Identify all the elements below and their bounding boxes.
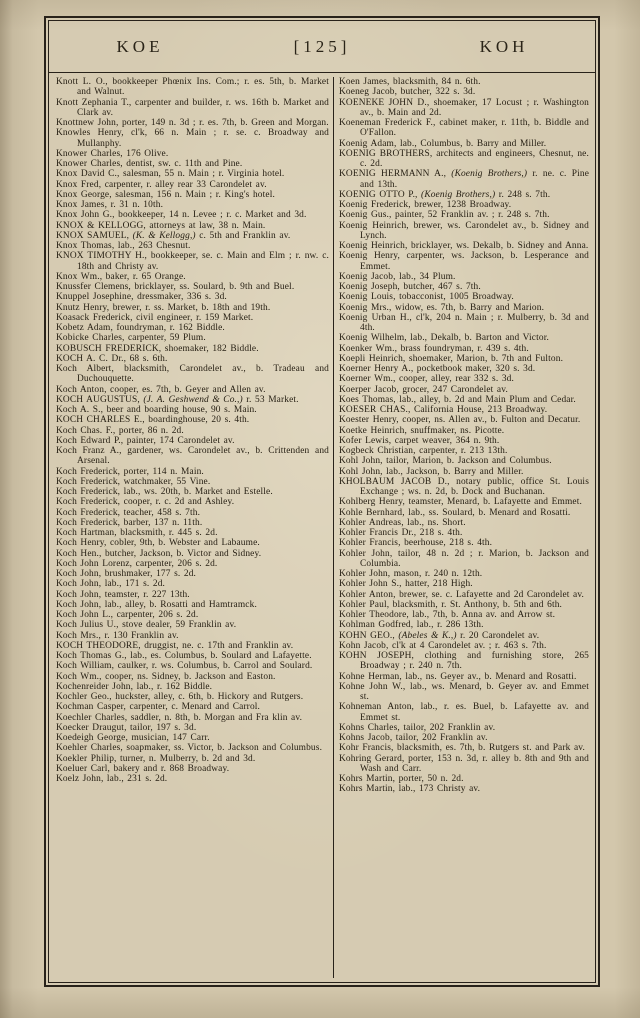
directory-entry: Knox George, salesman, 156 n. Main ; r. King's hotel.: [56, 189, 275, 200]
directory-entry: Koch Edward P., painter, 174 Carondelet av.: [56, 435, 235, 446]
directory-entry: Koehler Charles, soapmaker, ss. Victor, b. Jackson and Columbus.: [56, 743, 323, 754]
directory-entry: Koch John L., carpenter, 206 s. 2d.: [56, 610, 199, 620]
directory-entry: Kohl John, lab., Jackson, b. Barry and Miller.: [339, 466, 524, 477]
directory-entry: Koenig Adam, lab., Columbus, b. Barry and Miller.: [339, 138, 547, 149]
directory-entry: Koch John, teamster, r. 227 13th.: [56, 589, 190, 600]
directory-entry: Koch Albert, blacksmith, Carondelet av., b. Tradeau and Duchouquette.: [56, 364, 329, 385]
directory-entry: Kobicke Charles, carpenter, 59 Plum.: [56, 333, 206, 344]
directory-entry: Koepli Heinrich, shoemaker, Marion, b. 7th and Fulton.: [339, 353, 564, 364]
directory-entry: Koch Frederick, porter, 114 n. Main.: [56, 466, 204, 477]
directory-entry: Koch William, caulker, r. ws. Columbus, b. Carrol and Soulard.: [56, 661, 313, 672]
directory-entry: Kohler Anton, brewer, se. c. Lafayette and 2d Carondelet av.: [339, 589, 585, 600]
directory-entry: Kochler Geo., huckster, alley, c. 6th, b. Hickory and Rutgers.: [56, 692, 304, 702]
directory-entry: Koch Henry, cobler, 9th, b. Webster and Labaume.: [56, 538, 260, 549]
directory-entry: KOCH A. C. Dr., 68 s. 6th.: [56, 353, 168, 364]
directory-entry: Koch Frederick, cooper, r. c. 2d and Ashley.: [56, 497, 235, 508]
directory-entry: Koch Franz A., gardener, ws. Carondelet av., b. Crittenden and Arsenal.: [56, 446, 329, 467]
directory-entry: KOENEKE JOHN D., shoemaker, 17 Locust ; r. Washington av., b. Main and 2d.: [339, 97, 589, 118]
directory-entry: Koch A. S., beer and boarding house, 90 s. Main.: [56, 405, 257, 415]
directory-entry: Koeneg Jacob, butcher, 322 s. 3d.: [339, 87, 476, 98]
directory-entry: Knox John G., bookkeeper, 14 n. Levee ; r. c. Market and 3d.: [56, 210, 307, 221]
directory-entry: Kohle Bernhard, lab., ss. Soulard, b. Menard and Rosatti.: [339, 507, 571, 518]
directory-entry: Kohler John, mason, r. 240 n. 12th.: [339, 569, 483, 579]
directory-entry: Knox Thomas, lab., 263 Chesnut.: [56, 241, 191, 251]
directory-entry: Koekler Philip, turner, n. Mulberry, b. 2d and 3d.: [56, 753, 256, 764]
directory-entry: Koch Hartman, blacksmith, r. 445 s. 2d.: [56, 528, 218, 538]
directory-entry: Koerper Jacob, grocer, 247 Carondelet av.: [339, 384, 508, 395]
directory-entry: Kohler Francis, beerhouse, 218 s. 4th.: [339, 538, 493, 549]
directory-entry: KOESER CHAS., California House, 213 Broadway.: [339, 405, 548, 415]
directory-entry: Koenig Louis, tobacconist, 1005 Broadway.: [339, 292, 514, 303]
directory-entry: Koenig Henry, carpenter, ws. Jackson, b. Lesperance and Emmet.: [339, 251, 589, 272]
directory-entry: Koerner Henry A., pocketbook maker, 320 s. 3d.: [339, 364, 536, 374]
directory-entry: Kohler Andreas, lab., ns. Short.: [339, 517, 466, 528]
page-frame: [44, 16, 600, 987]
directory-entry: Koch Frederick, lab., ws. 20th, b. Market and Estelle.: [56, 487, 273, 497]
directory-entry: Koedeigh George, musician, 147 Carr.: [56, 733, 210, 743]
directory-entry: Koes Thomas, lab., alley, b. 2d and Main Plum and Cedar.: [339, 394, 576, 405]
directory-entry: Knutz Henry, brewer, r. ss. Market, b. 18th and 19th.: [56, 302, 271, 313]
directory-entry: Kohneman Anton, lab., r. es. Buel, b. Lafayette av. and Emmet st.: [339, 702, 589, 723]
directory-entry: Kohler Theodore, lab., 7th, b. Anna av. and Arrow st.: [339, 610, 556, 620]
directory-entry: Koch Mrs., r. 130 Franklin av.: [56, 630, 179, 641]
directory-entry: KOCH CHARLES E., boardinghouse, 20 s. 4th.: [56, 415, 250, 426]
directory-entry: Koeneman Frederick F., cabinet maker, r. 11th, b. Biddle and O'Fallon.: [339, 118, 589, 139]
directory-entry: Koch Wm., cooper, ns. Sidney, b. Jackson and Easton.: [56, 671, 276, 682]
directory-body: [49, 73, 595, 982]
directory-entry: Knox Fred, carpenter, r. alley rear 33 Carondelet av.: [56, 179, 267, 190]
directory-entry: KOENIG OTTO P., (Koenig Brothers,) r. 248 s. 7th.: [339, 189, 551, 200]
directory-column-right: [339, 77, 589, 978]
directory-column-left: [56, 77, 329, 978]
directory-entry: KOCH AUGUSTUS, (J. A. Geshwend & Co.,) r. 53 Market.: [56, 394, 299, 405]
running-header: [49, 21, 595, 73]
directory-entry: Koch Thomas G., lab., es. Columbus, b. Soulard and Lafayette.: [56, 651, 312, 661]
directory-entry: KOBUSCH FREDERICK, shoemaker, 182 Biddle.: [56, 343, 259, 354]
directory-entry: Koenig Gus., painter, 52 Franklin av. ; r. 248 s. 7th.: [339, 210, 550, 221]
directory-entry: Koch John, lab., alley, b. Rosatti and Hamtramck.: [56, 599, 257, 610]
directory-entry: Kohl John, tailor, Marion, b. Jackson and Columbus.: [339, 456, 552, 467]
directory-entry: KOHN JOSEPH, clothing and furnishing store, 265 Broadway ; r. 240 n. 7th.: [339, 651, 589, 672]
directory-entry: Kohler John S., hatter, 218 High.: [339, 579, 473, 590]
directory-entry: Koch John, lab., 171 s. 2d.: [56, 579, 166, 590]
directory-entry: Koasack Frederick, civil engineer, r. 159 Market.: [56, 312, 254, 323]
directory-entry: KOENIG BROTHERS, architects and engineers, Chesnut, ne. c. 2d.: [339, 148, 589, 169]
directory-entry: Koeluer Carl, bakery and r. 868 Broadway.: [56, 763, 230, 774]
directory-entry: Koen James, blacksmith, 84 n. 6th.: [339, 77, 481, 87]
directory-entry: Kochenreider John, lab., r. 162 Biddle.: [56, 681, 213, 692]
directory-entry: Koenig Urban H., cl'k, 204 n. Main ; r. Mulberry, b. 3d and 4th.: [339, 312, 589, 333]
directory-entry: Kohlberg Henry, teamster, Menard, b. Lafayette and Emmet.: [339, 497, 582, 508]
running-head-right: KOH: [479, 36, 529, 56]
directory-entry: Koecker Draugut, tailor, 197 s. 3d.: [56, 722, 197, 733]
directory-entry: Koenig Mrs., widow, es. 7th, b. Barry and Marion.: [339, 302, 545, 313]
directory-entry: Kohler John, tailor, 48 n. 2d ; r. Marion, b. Jackson and Columbia.: [339, 548, 589, 569]
directory-entry: Knott Zephania T., carpenter and builder, r. ws. 16th b. Market and Clark av.: [56, 97, 329, 118]
directory-entry: KOENIG HERMANN A., (Koenig Brothers,) r. ne. c. Pine and 13th.: [339, 169, 589, 190]
directory-entry: Knuppel Josephine, dressmaker, 336 s. 3d.: [56, 292, 227, 303]
directory-entry: Kohler Francis Dr., 218 s. 4th.: [339, 528, 463, 538]
directory-entry: Kohns Charles, tailor, 202 Franklin av.: [339, 722, 496, 733]
directory-entry: KNOX & KELLOGG, attorneys at law, 38 n. Main.: [56, 220, 266, 231]
directory-entry: KNOX SAMUEL, (K. & Kellogg,) c. 5th and Franklin av.: [56, 230, 291, 241]
directory-entry: Koetke Heinrich, snuffmaker, ns. Picotte.: [339, 425, 505, 436]
directory-entry: KNOX TIMOTHY H., bookkeeper, se. c. Main and Elm ; r. nw. c. 18th and Christy av.: [56, 251, 329, 272]
directory-entry: Knox Wm., baker, r. 65 Orange.: [56, 271, 186, 282]
directory-entry: Kobetz Adam, foundryman, r. 162 Biddle.: [56, 323, 225, 333]
directory-entry: Koenig Heinrich, bricklayer, ws. Dekalb, b. Sidney and Anna.: [339, 241, 589, 251]
directory-entry: Koch Julius U., stove dealer, 59 Franklin av.: [56, 620, 237, 631]
directory-entry: KOCH THEODORE, druggist, ne. c. 17th and Franklin av.: [56, 640, 294, 651]
directory-entry: Koenker Wm., brass foundryman, r. 439 s. 4th.: [339, 343, 529, 354]
directory-entry: Kohn Jacob, cl'k at 4 Carondelet av. ; r. 463 s. 7th.: [339, 640, 547, 651]
directory-entry: Knox David C., salesman, 55 n. Main ; r. Virginia hotel.: [56, 169, 285, 180]
directory-entry: Koelz John, lab., 231 s. 2d.: [56, 774, 168, 784]
directory-entry: Koch John, brushmaker, 177 s. 2d.: [56, 569, 197, 579]
directory-entry: Kogbeck Christian, carpenter, r. 213 13th.: [339, 446, 508, 456]
directory-entry: Knussfer Clemens, bricklayer, ss. Soulard, b. 9th and Buel.: [56, 282, 295, 292]
directory-entry: Knottnew John, porter, 149 n. 3d ; r. es. 7th, b. Green and Morgan.: [56, 118, 329, 128]
directory-entry: Koch Frederick, barber, 137 n. 11th.: [56, 517, 203, 528]
running-head-left: KOE: [116, 36, 164, 56]
directory-entry: KHOLBAUM JACOB D., notary public, office St. Louis Exchange ; ws. n. 2d, b. Dock and Buchanan.: [339, 476, 589, 497]
directory-entry: Knott L. O., bookkeeper Phœnix Ins. Com.; r. es. 5th, b. Market and Walnut.: [56, 77, 329, 98]
directory-entry: Kohrs Martin, lab., 173 Christy av.: [339, 784, 481, 795]
directory-entry: Kohring Gerard, porter, 153 n. 3d, r. alley b. 8th and 9th and Wash and Carr.: [339, 753, 589, 774]
directory-entry: Koenig Frederick, brewer, 1238 Broadway.: [339, 200, 512, 210]
directory-entry: Kohns Jacob, tailor, 202 Franklin av.: [339, 733, 488, 743]
page-frame-inner: [48, 20, 596, 983]
directory-entry: Koch Hen., butcher, Jackson, b. Victor and Sidney.: [56, 548, 262, 559]
column-divider: [333, 77, 334, 978]
directory-entry: Koechler Charles, saddler, n. 8th, b. Morgan and Fra klin av.: [56, 712, 303, 723]
page-number: [125]: [293, 36, 351, 56]
directory-entry: Kochman Casper, carpenter, c. Menard and Carrol.: [56, 702, 261, 713]
directory-entry: Koenig Jacob, lab., 34 Plum.: [339, 271, 456, 282]
directory-entry: Koch Chas. F., porter, 86 n. 2d.: [56, 425, 184, 436]
directory-entry: Koenig Joseph, butcher, 467 s. 7th.: [339, 282, 481, 292]
directory-entry: Koenig Heinrich, brewer, ws. Carondelet av., b. Sidney and Lynch.: [339, 220, 589, 241]
directory-entry: Kohne Herman, lab., ns. Geyer av., b. Menard and Rosatti.: [339, 671, 577, 682]
directory-entry: Knower Charles, dentist, sw. c. 11th and Pine.: [56, 159, 243, 169]
directory-entry: Knowles Henry, cl'k, 66 n. Main ; r. se. c. Broadway and Mullanphy.: [56, 128, 329, 149]
directory-entry: Kohne John W., lab., ws. Menard, b. Geyer av. and Emmet st.: [339, 681, 589, 702]
directory-entry: Kofer Lewis, carpet weaver, 364 n. 9th.: [339, 435, 500, 446]
directory-entry: Kohr Francis, blacksmith, es. 7th, b. Rutgers st. and Park av.: [339, 743, 586, 754]
directory-entry: Kohrs Martin, porter, 50 n. 2d.: [339, 774, 464, 784]
directory-entry: Koerner Wm., cooper, alley, rear 332 s. 3d.: [339, 374, 514, 385]
directory-entry: Koch Frederick, watchmaker, 55 Vine.: [56, 476, 211, 487]
directory-entry: Kohler Paul, blacksmith, r. St. Anthony, b. 5th and 6th.: [339, 599, 563, 610]
directory-entry: Koester Henry, cooper, ns. Allen av., b. Fulton and Decatur.: [339, 415, 581, 426]
directory-entry: Knox James, r. 31 n. 10th.: [56, 200, 164, 210]
directory-entry: KOHN GEO., (Abeles & K.,) r. 20 Carondelet av.: [339, 630, 540, 641]
directory-entry: Kohlman Godfred, lab., r. 286 13th.: [339, 620, 484, 631]
directory-entry: Knower Charles, 176 Olive.: [56, 148, 169, 159]
directory-entry: Koch John Lorenz, carpenter, 206 s. 2d.: [56, 558, 218, 569]
directory-entry: Koenig Wilhelm, lab., Dekalb, b. Barton and Victor.: [339, 333, 549, 344]
directory-entry: Koch Anton, cooper, es. 7th, b. Geyer and Allen av.: [56, 384, 266, 395]
directory-entry: Koch Frederick, teacher, 458 s. 7th.: [56, 507, 201, 518]
